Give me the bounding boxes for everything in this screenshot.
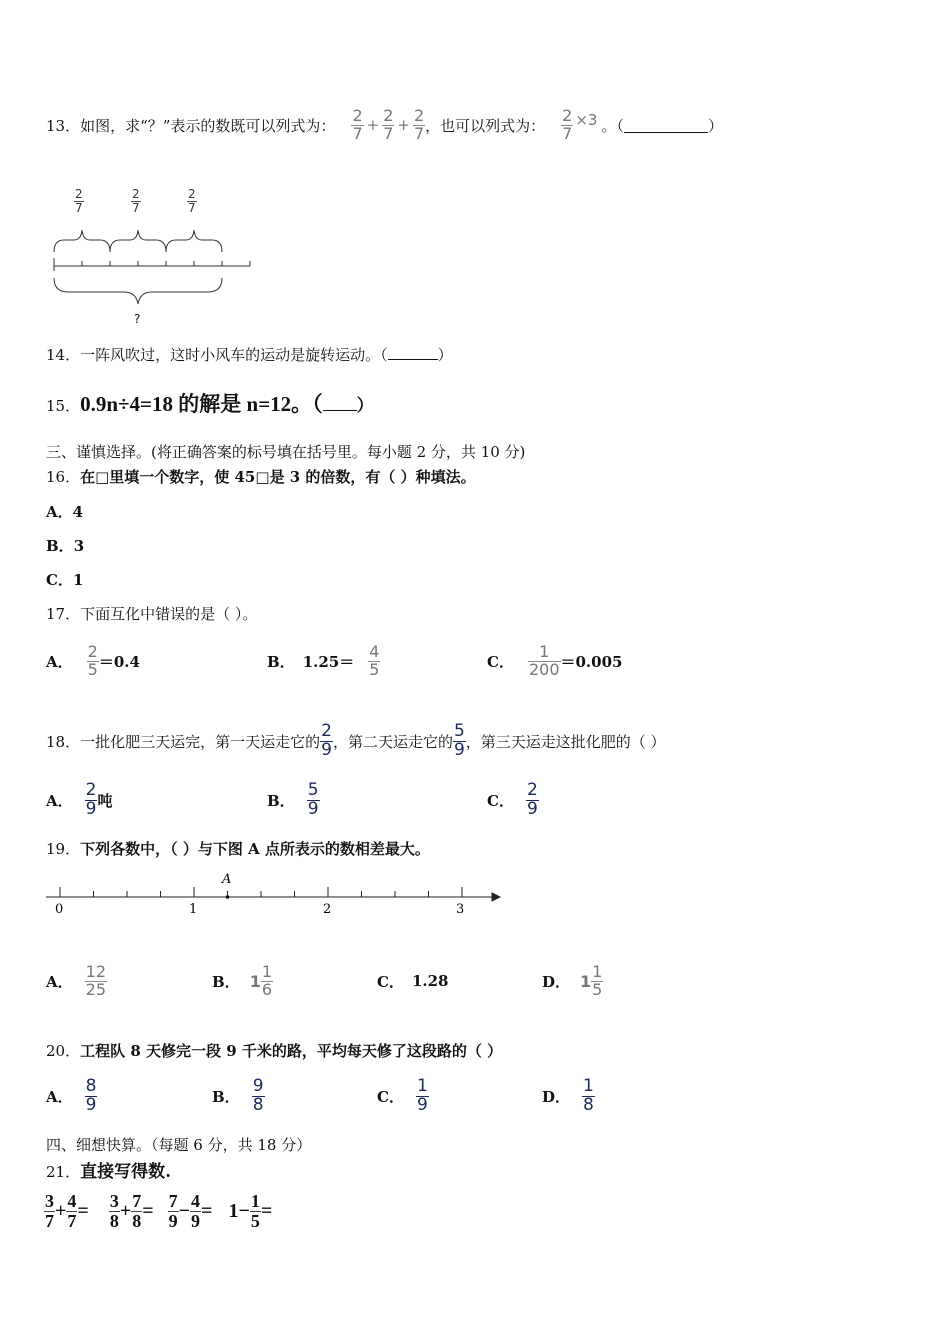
q15-end: ） bbox=[356, 396, 374, 416]
frac-num: 4 bbox=[67, 1190, 77, 1211]
q15-number: 15． bbox=[46, 397, 81, 415]
frac-num: 3 bbox=[109, 1190, 119, 1211]
q14-line bbox=[46, 344, 453, 365]
q19-number: 19． bbox=[46, 840, 81, 858]
frac-den: 7 bbox=[413, 123, 425, 143]
frac-den: 5 bbox=[250, 1210, 260, 1231]
q20-option-c[interactable] bbox=[377, 1074, 429, 1118]
frac-num: 2 bbox=[383, 105, 394, 125]
frac-den: 9 bbox=[85, 798, 97, 819]
option-label: B． bbox=[46, 537, 74, 555]
q18-line bbox=[46, 720, 666, 762]
q19-number-line bbox=[40, 868, 510, 920]
bottom-brace bbox=[54, 278, 222, 304]
tick-label-3: 3 bbox=[456, 902, 465, 917]
q16-number: 16． bbox=[46, 468, 81, 486]
frac-den: 7 bbox=[45, 1210, 54, 1231]
option-label: B． bbox=[212, 972, 240, 991]
expr-frac bbox=[168, 1192, 179, 1231]
frac-den: 9 bbox=[416, 1094, 428, 1115]
frac-num: 12 bbox=[85, 961, 106, 981]
frac-num: 1 bbox=[261, 961, 273, 981]
expr-4 bbox=[228, 1192, 272, 1231]
expr-frac bbox=[109, 1192, 120, 1231]
equals: = bbox=[77, 1199, 89, 1222]
option-label: D． bbox=[542, 1087, 571, 1106]
tick-label-1: 1 bbox=[189, 902, 198, 917]
frac-num: 2 bbox=[413, 105, 425, 125]
q13-frac-4 bbox=[561, 105, 573, 143]
top-brace-1 bbox=[54, 230, 110, 252]
q13-text4: ） bbox=[708, 116, 724, 135]
q15-line bbox=[46, 388, 374, 418]
q18-text2: ，第二天运走它的 bbox=[332, 732, 453, 751]
frac-num: 7 bbox=[168, 1190, 178, 1211]
option-label: A． bbox=[46, 791, 73, 810]
frac-den: 9 bbox=[321, 739, 332, 760]
frac-den: 7 bbox=[67, 1210, 77, 1231]
q19-line bbox=[46, 838, 430, 859]
option-value: 3 bbox=[73, 536, 85, 555]
plus-sign: + bbox=[397, 116, 410, 134]
frac-den: 9 bbox=[191, 1210, 201, 1231]
q19-option-c[interactable] bbox=[377, 958, 449, 1004]
q13-frac-3 bbox=[413, 105, 425, 143]
frac-num: 2 bbox=[562, 105, 573, 125]
q19-option-d[interactable] bbox=[542, 958, 603, 1004]
plus-sign: + bbox=[366, 116, 380, 134]
q16-option-a[interactable] bbox=[46, 501, 83, 522]
frac-num: 7 bbox=[132, 1190, 142, 1211]
frac-den: 8 bbox=[252, 1094, 264, 1115]
frac-den: 8 bbox=[132, 1210, 142, 1231]
q17-text: 下面互化中错误的是（ ）。 bbox=[80, 605, 258, 623]
operand-pre: 1− bbox=[228, 1199, 250, 1222]
frac-num: 2 bbox=[321, 720, 332, 741]
q14-text: 一阵风吹过，这时小风车的运动是旋转运动。（ bbox=[80, 346, 388, 364]
section4-title: 四、细想快算。（每题 6 分，共 18 分） bbox=[46, 1136, 312, 1154]
frac-num: 1 bbox=[583, 1075, 594, 1096]
option-label: B． bbox=[267, 652, 295, 671]
expr-frac bbox=[190, 1192, 201, 1231]
option-fraction bbox=[416, 1075, 429, 1115]
frac-den: 9 bbox=[85, 1094, 97, 1115]
frac-num: 1 bbox=[250, 1190, 260, 1211]
q13-figure bbox=[48, 186, 258, 331]
frac-num: 1 bbox=[539, 641, 550, 661]
arrow-head bbox=[492, 893, 500, 901]
option-label: A． bbox=[46, 503, 73, 521]
frac-num: 2 bbox=[75, 187, 83, 201]
q15-text: 0.9n÷4=18 的解是 n=12。（ bbox=[80, 392, 323, 416]
option-pre: 1.25＝ bbox=[302, 652, 355, 671]
frac-den: 8 bbox=[583, 1094, 594, 1115]
option-value: 1.28 bbox=[411, 972, 449, 990]
operator: + bbox=[55, 1199, 67, 1222]
expr-3 bbox=[168, 1192, 213, 1231]
option-fraction bbox=[528, 641, 561, 679]
frac-den: 8 bbox=[109, 1210, 119, 1231]
operator: + bbox=[119, 1199, 132, 1222]
frac-den: 9 bbox=[307, 798, 319, 819]
option-value: 1 bbox=[72, 570, 84, 589]
q18-option-a[interactable] bbox=[46, 778, 112, 822]
option-fraction bbox=[526, 779, 539, 819]
q16-option-c[interactable] bbox=[46, 569, 83, 590]
frac-num: 3 bbox=[45, 1190, 54, 1211]
frac-num: 2 bbox=[526, 779, 538, 800]
frac-num: 2 bbox=[188, 187, 196, 201]
frac-den: 9 bbox=[526, 798, 538, 819]
q21-number: 21． bbox=[46, 1163, 81, 1181]
q13-frac-1 bbox=[351, 105, 363, 143]
q17-option-a[interactable] bbox=[46, 638, 140, 684]
q16-option-b[interactable] bbox=[46, 535, 84, 556]
q19-text: 下列各数中，（ ）与下图 A 点所表示的数相差最大。 bbox=[80, 840, 430, 858]
expr-2 bbox=[109, 1192, 154, 1231]
q20-option-a[interactable] bbox=[46, 1074, 97, 1118]
q19-option-b[interactable] bbox=[212, 958, 273, 1004]
q13-text3: 。（ bbox=[601, 116, 624, 135]
option-rest: ＝0.005 bbox=[560, 652, 623, 671]
q17-line bbox=[46, 603, 257, 624]
frac-den: 9 bbox=[168, 1210, 178, 1231]
q13-line bbox=[46, 103, 723, 147]
option-whole: 1 bbox=[580, 971, 592, 991]
frac-num: 4 bbox=[369, 641, 380, 661]
equals: = bbox=[260, 1199, 273, 1222]
frac-num: 1 bbox=[592, 961, 603, 981]
option-label: C． bbox=[487, 791, 514, 810]
q16-text: 在□里填一个数字，使 45□是 3 的倍数，有（ ）种填法。 bbox=[80, 468, 476, 486]
q18-number: 18． bbox=[46, 732, 81, 751]
option-fraction bbox=[307, 779, 320, 819]
option-label: C． bbox=[377, 1087, 404, 1106]
q20-option-b[interactable] bbox=[212, 1074, 265, 1118]
expr-1 bbox=[44, 1192, 89, 1231]
q18-text3: ，第三天运走这批化肥的（ ） bbox=[465, 732, 666, 751]
option-unit: 吨 bbox=[97, 791, 113, 810]
option-label: D． bbox=[542, 972, 571, 991]
option-fraction bbox=[85, 961, 107, 999]
option-label: B． bbox=[267, 791, 295, 810]
frac-den: 7 bbox=[352, 123, 363, 143]
q14-answer-blank[interactable] bbox=[388, 347, 438, 360]
expr-frac bbox=[44, 1192, 55, 1231]
q21-text: 直接写得数. bbox=[80, 1162, 172, 1182]
fig-braces-and-line bbox=[48, 186, 258, 316]
q13-times3: ×3 bbox=[575, 111, 598, 129]
q21-expressions bbox=[44, 1188, 272, 1234]
frac-den: 7 bbox=[383, 123, 394, 143]
point-a-dot bbox=[226, 895, 230, 899]
q16-line bbox=[46, 466, 476, 487]
option-value: 4 bbox=[72, 502, 84, 521]
point-a-label: A bbox=[222, 872, 232, 887]
top-brace-2 bbox=[110, 230, 166, 252]
tick-label-0: 0 bbox=[55, 902, 64, 917]
frac-den: 5 bbox=[369, 659, 380, 679]
option-label: C． bbox=[487, 652, 514, 671]
q13-number: 13． bbox=[46, 116, 81, 135]
tick-label-2: 2 bbox=[323, 902, 332, 917]
q17-number: 17． bbox=[46, 605, 81, 623]
q13-text2: ，也可以列式为： bbox=[425, 116, 546, 135]
frac-num: 2 bbox=[85, 779, 97, 800]
frac-num: 5 bbox=[453, 720, 465, 741]
frac-den: 25 bbox=[85, 979, 106, 999]
frac-den: 5 bbox=[592, 979, 603, 999]
q20-text: 工程队 8 天修完一段 9 千米的路，平均每天修了这段路的（ ） bbox=[80, 1042, 503, 1060]
q20-option-d[interactable] bbox=[542, 1074, 595, 1118]
option-rest: ＝0.4 bbox=[98, 652, 140, 671]
frac-den: 7 bbox=[188, 200, 196, 215]
q20-line bbox=[46, 1040, 502, 1061]
q17-option-b[interactable] bbox=[267, 638, 380, 684]
frac-den: 7 bbox=[562, 123, 573, 143]
q18-frac-2 bbox=[453, 720, 466, 760]
option-label: B． bbox=[212, 1087, 240, 1106]
frac-den: 6 bbox=[261, 979, 273, 999]
q20-number: 20． bbox=[46, 1042, 81, 1060]
fig-question-mark: ? bbox=[134, 312, 141, 326]
option-fraction bbox=[368, 641, 380, 679]
option-label: C． bbox=[377, 972, 404, 991]
operator: − bbox=[178, 1199, 191, 1222]
option-fraction bbox=[87, 641, 99, 679]
frac-num: 4 bbox=[191, 1190, 201, 1211]
expr-frac bbox=[131, 1192, 142, 1231]
option-label: C． bbox=[46, 571, 73, 589]
frac-den: 7 bbox=[132, 200, 140, 215]
option-fraction bbox=[85, 779, 98, 819]
option-fraction bbox=[85, 1075, 98, 1115]
q13-frac-2 bbox=[382, 105, 394, 143]
option-fraction bbox=[261, 961, 273, 999]
frac-num: 1 bbox=[416, 1075, 428, 1096]
frac-num: 5 bbox=[307, 779, 319, 800]
option-label: A． bbox=[46, 652, 73, 671]
q15-answer-blank[interactable] bbox=[323, 396, 357, 411]
q14-number: 14． bbox=[46, 346, 81, 364]
frac-den: 7 bbox=[75, 200, 83, 215]
option-fraction bbox=[252, 1075, 265, 1115]
equals: = bbox=[142, 1199, 154, 1222]
frac-den: 5 bbox=[87, 659, 98, 679]
frac-num: 8 bbox=[85, 1075, 97, 1096]
q18-text1: 一批化肥三天运完，第一天运走它的 bbox=[80, 732, 321, 751]
q13-answer-blank[interactable] bbox=[624, 118, 708, 133]
frac-num: 2 bbox=[352, 105, 363, 125]
option-whole: 1 bbox=[249, 971, 261, 991]
option-label: A． bbox=[46, 1087, 73, 1106]
top-brace-3 bbox=[166, 230, 222, 252]
frac-num: 2 bbox=[132, 187, 140, 201]
q19-option-a[interactable] bbox=[46, 958, 107, 1004]
frac-den: 200 bbox=[528, 659, 560, 679]
equals: = bbox=[201, 1199, 213, 1222]
q18-frac-1 bbox=[320, 720, 333, 760]
expr-frac bbox=[66, 1192, 77, 1231]
option-label: A． bbox=[46, 972, 73, 991]
q21-line bbox=[46, 1157, 171, 1182]
q17-option-c[interactable] bbox=[487, 638, 622, 684]
frac-num: 2 bbox=[87, 641, 98, 661]
frac-num: 9 bbox=[252, 1075, 264, 1096]
expr-frac bbox=[250, 1192, 261, 1231]
q18-option-b[interactable] bbox=[267, 778, 320, 822]
option-fraction bbox=[591, 961, 603, 999]
section3-title: 三、谨慎选择。(将正确答案的标号填在括号里。每小题 2 分，共 10 分) bbox=[46, 443, 526, 461]
frac-den: 9 bbox=[453, 739, 465, 760]
q13-text1: 如图，求“？”表示的数既可以列式为： bbox=[80, 116, 336, 135]
q14-end: ） bbox=[437, 346, 453, 364]
option-fraction bbox=[582, 1075, 595, 1115]
q18-option-c[interactable] bbox=[487, 778, 539, 822]
